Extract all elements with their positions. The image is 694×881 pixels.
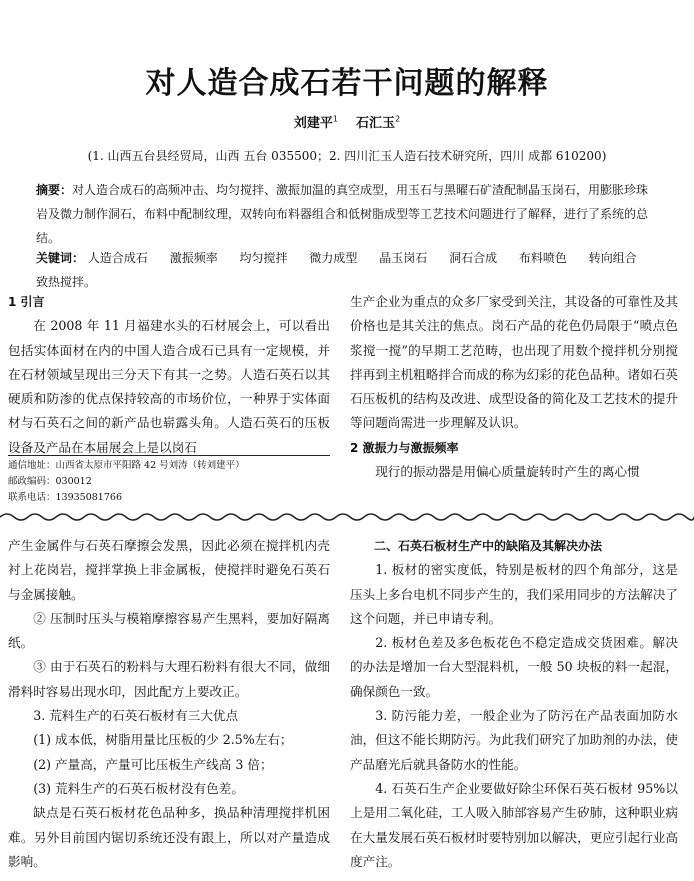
abstract — [36, 178, 658, 250]
keyword: 致热搅拌。 — [36, 275, 97, 289]
paragraph: 产生金属件与石英石摩擦会发黑，因此必须在搅拌机内壳衬上花岗岩，搅拌掌换上非金属板，使搅拌时避免石英石与金属接触。 — [8, 538, 330, 602]
left-column-top — [8, 290, 330, 460]
keyword: 均匀搅拌 — [239, 251, 288, 265]
paragraph: 2. 板材色差及多色板花色不稳定造成交货困难。解决的办法是增加一台大型混料机，一般 50 块板的料一起混，确保颜色一致。 — [350, 635, 678, 699]
keyword: 微力成型 — [309, 251, 358, 265]
list-item: (1) 成本低，树脂用量比压板的少 2.5%左右； — [33, 732, 293, 748]
keyword: 转向组合 — [588, 251, 637, 265]
paragraph: 现行的振动器是用偏心质量旋转时产生的离心惯 — [375, 464, 640, 480]
keyword: 激振频率 — [169, 251, 218, 265]
paragraph: 3. 防污能力差，一般企业为了防污在产品表面加防水油，但这不能长期防污。为此我们研究了加助剂的办法，使产品磨光后就具备防水的性能。 — [350, 708, 678, 772]
paragraph: 3. 荒料生产的石英石板材有三大优点 — [33, 708, 239, 724]
right-column-bottom — [350, 534, 678, 874]
keyword: 人造合成石 — [87, 251, 148, 265]
paragraph: ③ 由于石英石的粉料与大理石粉料有很大不同，做细滑料时容易出现水印，因此配方上要改正。 — [8, 659, 330, 699]
paragraph: 1. 板材的密实度低，特别是板材的四个角部分，这是压头上多台电机不同步产生的，我们采用同步的方法解决了这个问题，并已申请专利。 — [350, 562, 678, 626]
wavy-separator — [0, 510, 694, 524]
intro-paragraph: 在 2008 年 11 月福建水头的石材展会上，可以看出包括实体面材在内的中国人造合成石已具有一定规模，并在石材领域呈现出三分天下有其一之势。人造石英石以其硬质和防渗的优点保持较高的市场价位，一种界于实体面材与石英石之间的新产品也崭露头角。人造石英石的压板设备及产品在本届展会上是以岗石 — [8, 318, 330, 455]
affiliation: (1. 山西五台县经贸局，山西 五台 035500；2. 四川汇玉人造石技术研究所，四川 成都 610200) — [87, 149, 607, 163]
footnote — [8, 458, 330, 506]
paragraph: 生产企业为重点的众多厂家受到关注，其设备的可靠性及其价格也是其关注的焦点。岗石产品的花色仍局限于“喷点色浆搅一搅”的早期工艺范畴，也出现了用数个搅拌机分别搅拌再到主机粗略拌合而成的称为幻彩的花色品种。诸如石英石压板机的结构及改进、成型设备的简化及工艺技术的提升等问题尚需进一步理解及认识。 — [350, 294, 678, 431]
section-heading: 2 激振力与激振频率 — [350, 440, 459, 455]
footnote-postcode: 邮政编码：030012 — [8, 476, 92, 487]
footnote-phone: 联系电话：13935081766 — [8, 492, 122, 503]
abstract-text: 对人造合成石的高频冲击、均匀搅拌、激振加温的真空成型，用玉石与黑曜石矿渣配制晶玉岗石，用膨胀珍珠岩及微力制作洞石，布料中配制纹理，双转向布料器组合和低树脂成型等工艺技术问题进行了解释，进行了系统的总结。 — [36, 183, 649, 245]
paragraph: ② 压制时压头与模箱摩擦容易产生黑料，要加好隔离纸。 — [8, 610, 330, 651]
list-item: (2) 产量高，产量可比压板生产线高 3 倍； — [33, 756, 273, 772]
paragraph: 4. 石英石生产企业要做好除尘环保石英石板材 95%以上是用二氧化硅，工人吸入肺部容易产生矽肺，这种职业病在大量发展石英石板材时要特别加以解决，更应引起行业高度产注。 — [350, 780, 678, 869]
author-name: 石汇玉 — [356, 116, 396, 131]
keyword: 晶玉岗石 — [379, 251, 428, 265]
keywords-label: 关键词： — [36, 251, 85, 265]
abstract-label: 摘要： — [36, 183, 73, 197]
left-column-bottom — [8, 534, 330, 874]
author-mark: 1 — [332, 114, 338, 124]
author-line — [0, 112, 694, 131]
section-heading: 二、石英石板材生产中的缺陷及其解决办法 — [374, 539, 603, 553]
author-mark: 2 — [395, 114, 401, 124]
footnote-rule — [8, 455, 330, 456]
footnote-address: 通信地址：山西省太原市平阳路 42 号刘涛（转刘建平） — [8, 460, 245, 471]
section-heading: 1 引言 — [8, 295, 45, 309]
keyword: 布料喷色 — [518, 251, 567, 265]
keywords — [36, 246, 658, 294]
right-column-top — [350, 290, 678, 484]
keyword: 洞石合成 — [449, 251, 498, 265]
article-title: 对人造合成石若干问题的解释 — [145, 66, 549, 101]
author-name: 刘建平 — [293, 116, 333, 131]
list-item: (3) 荒料生产的石英石板材没有色差。 — [33, 780, 244, 796]
paragraph: 缺点是石英石板材花色品种多，换品种清理搅拌机困难。另外目前国内锯切系统还没有跟上，所以对产量造成影响。 — [8, 805, 330, 869]
